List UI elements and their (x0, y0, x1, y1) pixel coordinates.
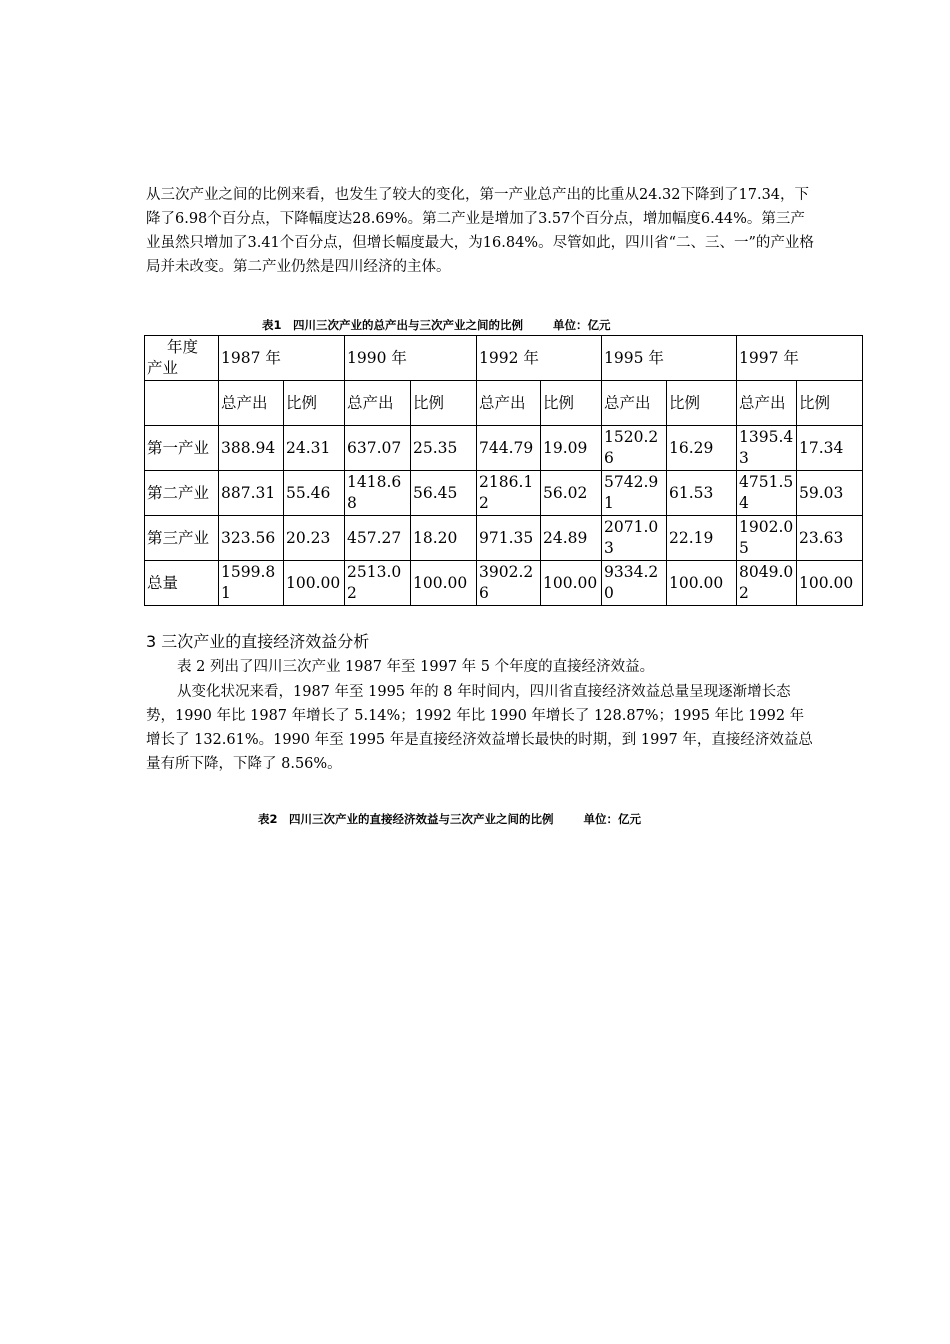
data-cell: 1520.26 (602, 426, 667, 471)
table1-unit: 单位：亿元 (553, 318, 611, 332)
paragraph-growth-analysis: 从变化状况来看，1987 年至 1995 年的 8 年时间内，四川省直接经济效益总量呈现逐渐增长态势，1990 年比 1987 年增长了 5.14%；1992 年比 1990 年增长了 128.87%；1995 年比 1992 年增长了 132.61%。1990 年至 1995 年是直接经济效益增长最快的时期，到 1997 年，直接经济效益总量有所下降，下降了 8.56%。 (146, 684, 813, 772)
table-row (145, 471, 863, 516)
table-row (145, 561, 863, 606)
data-cell: 1902.05 (737, 516, 797, 561)
data-cell: 323.56 (219, 516, 284, 561)
year-header: 1992 年 (477, 336, 602, 381)
data-cell: 25.35 (411, 426, 477, 471)
data-cell: 637.07 (345, 426, 411, 471)
data-cell: 100.00 (797, 561, 863, 606)
row-label: 第二产业 (145, 471, 219, 516)
data-cell: 388.94 (219, 426, 284, 471)
data-cell: 59.03 (797, 471, 863, 516)
subheader-cell: 比例 (667, 381, 737, 426)
data-cell: 2071.03 (602, 516, 667, 561)
data-cell: 5742.91 (602, 471, 667, 516)
data-cell: 56.02 (541, 471, 602, 516)
table2-unit: 单位：亿元 (583, 812, 641, 826)
subheader-cell: 总产出 (345, 381, 411, 426)
corner-year-label: 年度 (167, 338, 199, 356)
data-cell: 9334.20 (602, 561, 667, 606)
data-cell: 17.34 (797, 426, 863, 471)
subheader-cell: 比例 (541, 381, 602, 426)
data-cell: 100.00 (541, 561, 602, 606)
data-cell: 744.79 (477, 426, 541, 471)
row-label: 第三产业 (145, 516, 219, 561)
data-cell: 887.31 (219, 471, 284, 516)
data-cell: 2513.02 (345, 561, 411, 606)
year-header: 1995 年 (602, 336, 737, 381)
subheader-cell: 总产出 (737, 381, 797, 426)
data-cell: 1395.43 (737, 426, 797, 471)
subheader-cell: 比例 (797, 381, 863, 426)
empty-cell (145, 381, 219, 426)
data-cell: 2186.12 (477, 471, 541, 516)
data-cell: 1418.68 (345, 471, 411, 516)
data-cell: 457.27 (345, 516, 411, 561)
table1-caption (262, 317, 611, 333)
data-cell: 971.35 (477, 516, 541, 561)
corner-industry-label: 产业 (147, 359, 179, 377)
table1-title: 表1 四川三次产业的总产出与三次产业之间的比例 (262, 318, 523, 332)
paragraph-industry-ratio: 从三次产业之间的比例来看，也发生了较大的变化，第一产业总产出的比重从24.32下降到了17.34，下降了6.98个百分点，下降幅度达28.69%。第二产业是增加了3.57个百分点，增加幅度6.44%。第三产业虽然只增加了3.41个百分点，但增长幅度最大，为16.84%。尽管如此，四川省“二、三、一”的产业格局并未改变。第二产业仍然是四川经济的主体。 (146, 187, 814, 275)
section-heading: 3 三次产业的直接经济效益分析 (146, 632, 370, 651)
data-cell: 18.20 (411, 516, 477, 561)
data-cell: 4751.54 (737, 471, 797, 516)
data-cell: 100.00 (284, 561, 345, 606)
table2-title: 表2 四川三次产业的直接经济效益与三次产业之间的比例 (258, 812, 554, 826)
year-header: 1990 年 (345, 336, 477, 381)
data-cell: 20.23 (284, 516, 345, 561)
data-cell: 100.00 (667, 561, 737, 606)
table-row (145, 516, 863, 561)
table1-year-row (145, 336, 863, 381)
paragraph-table2-intro: 表 2 列出了四川三次产业 1987 年至 1997 年 5 个年度的直接经济效益。 (177, 659, 655, 675)
row-label: 总量 (145, 561, 219, 606)
year-header: 1997 年 (737, 336, 863, 381)
subheader-cell: 总产出 (477, 381, 541, 426)
data-cell: 23.63 (797, 516, 863, 561)
subheader-cell: 比例 (411, 381, 477, 426)
subheader-cell: 总产出 (219, 381, 284, 426)
subheader-cell: 总产出 (602, 381, 667, 426)
data-cell: 8049.02 (737, 561, 797, 606)
data-cell: 24.89 (541, 516, 602, 561)
row-label: 第一产业 (145, 426, 219, 471)
data-cell: 24.31 (284, 426, 345, 471)
year-header: 1987 年 (219, 336, 345, 381)
data-cell: 22.19 (667, 516, 737, 561)
table1-subheader-row (145, 381, 863, 426)
table2-caption (258, 811, 641, 827)
data-cell: 3902.26 (477, 561, 541, 606)
subheader-cell: 比例 (284, 381, 345, 426)
data-cell: 100.00 (411, 561, 477, 606)
data-cell: 61.53 (667, 471, 737, 516)
data-cell: 55.46 (284, 471, 345, 516)
data-cell: 19.09 (541, 426, 602, 471)
table1-corner-cell (145, 336, 219, 381)
data-cell: 16.29 (667, 426, 737, 471)
table1-output-ratio (144, 335, 863, 606)
data-cell: 1599.81 (219, 561, 284, 606)
table-row (145, 426, 863, 471)
data-cell: 56.45 (411, 471, 477, 516)
